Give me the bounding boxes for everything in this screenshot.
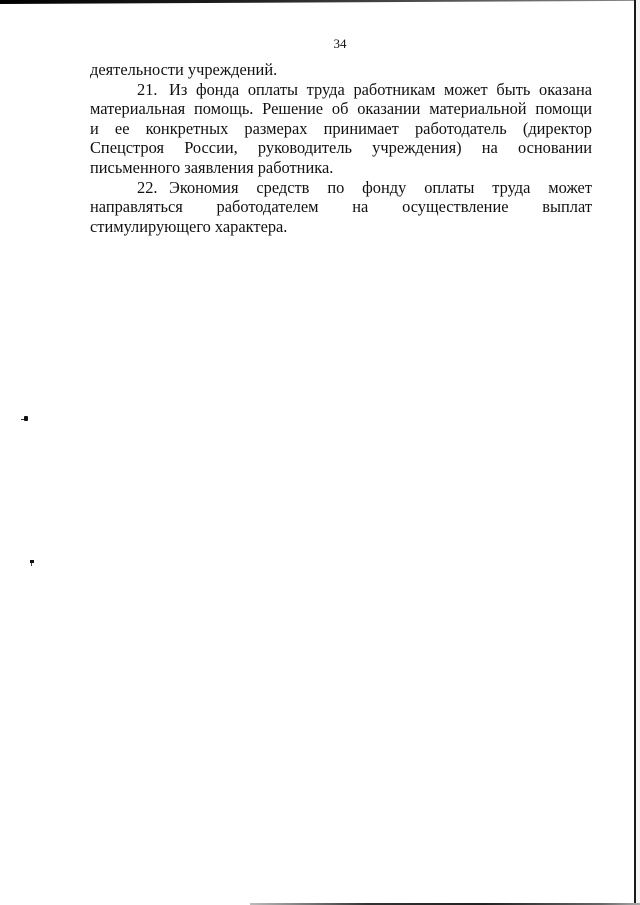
paragraph-line: материальная помощь. Решение об оказании материальной помощи: [90, 99, 592, 119]
paragraph-line: направляться работодателем на осуществление выплат: [90, 197, 592, 217]
paragraph-number: 22.: [137, 177, 158, 197]
page-number: 34: [333, 36, 347, 51]
document-body: [90, 60, 592, 236]
paragraph-line: и ее конкретных размерах принимает работодатель (директор: [90, 118, 592, 138]
continuation-line: деятельности учреждений.: [90, 60, 278, 79]
scan-artifact-mark: [30, 560, 34, 563]
paragraph-line: письменного заявления работника.: [90, 157, 334, 177]
scan-margin-right: [636, 0, 640, 905]
scan-border-right: [634, 0, 636, 905]
scan-artifact-mark: [24, 416, 28, 421]
scan-border-top: [0, 0, 640, 4]
paragraph-line: 22. Экономия средств по фонду оплаты труда может: [137, 177, 592, 197]
paragraph-line: стимулирующего характера.: [90, 216, 288, 236]
paragraph-22: [90, 178, 592, 237]
paragraph-line: Спецстроя России, руководитель учреждения) на основании: [90, 138, 592, 158]
paragraph-number: 21.: [137, 79, 158, 99]
paragraph-line: 21. Из фонда оплаты труда работникам может быть оказана: [137, 79, 592, 99]
paragraph-21: [90, 80, 592, 178]
